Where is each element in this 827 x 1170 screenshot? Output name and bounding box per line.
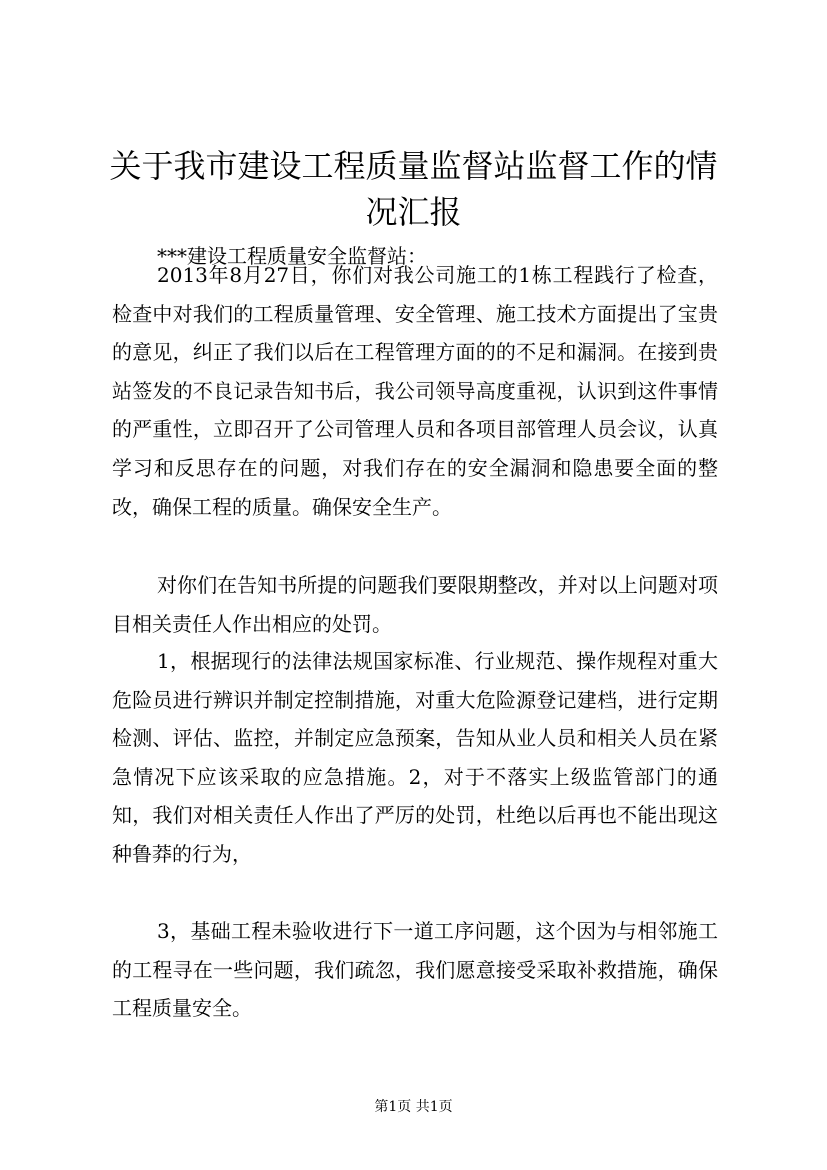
document-title: 关于我市建设工程质量监督站监督工作的情况汇报 — [109, 147, 718, 231]
paragraph-4: 3，基础工程未验收进行下一道工序问题，这个因为与相邻施工的工程寻在一些问题，我们疏忽，我们愿意接受采取补救措施，确保工程质量安全。 — [112, 919, 718, 1021]
paragraph-1: 2013年8月27日，你们对我公司施工的1栋工程践行了检查，检查中对我们的工程质量管理、安全管理、施工技术方面提出了宝贵的意见，纠正了我们以后在工程管理方面的的不足和漏洞。在接到贵站签发的不良记录告知书后，我公司领导高度重视，认识到这件事情的严重性，立即召开了公司管理人员和各项目部管理人员会议，认真学习和反思存在的问题，对我们存在的安全漏洞和隐患要全面的整改，确保工程的质量。确保安全生产。 — [112, 263, 718, 519]
salutation: ***建设工程质量安全监督站： — [157, 244, 427, 268]
paragraph-3: 1，根据现行的法律法规国家标准、行业规范、操作规程对重大危险员进行辨识并制定控制措施，对重大危险源登记建档，进行定期检测、评估、监控，并制定应急预案，告知从业人员和相关人员在紧急情况下应该采取的应急措施。2，对于不落实上级监管部门的通知，我们对相关责任人作出了严厉的处罚，杜绝以后再也不能出现这种鲁莽的行为， — [112, 649, 718, 866]
paragraph-2: 对你们在告知书所提的问题我们要限期整改，并对以上问题对项目相关责任人作出相应的处罚。 — [112, 573, 718, 636]
page-footer: 第1页 共1页 — [374, 1099, 453, 1115]
